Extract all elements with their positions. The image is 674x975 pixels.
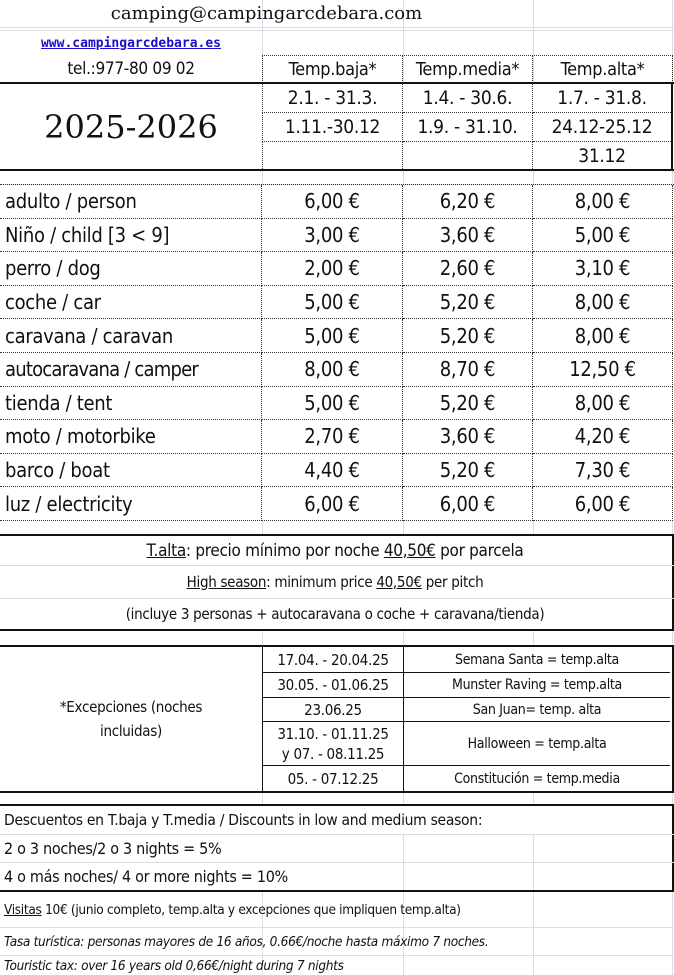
- price-alta: 8,00 €: [533, 185, 673, 219]
- price-item-label: Niño / child [3 < 9]: [0, 219, 262, 253]
- exception-event: San Juan= temp. alta: [404, 698, 670, 722]
- price-row: [0, 286, 674, 320]
- price-baja: 3,00 €: [262, 219, 403, 253]
- price-baja: 5,00 €: [262, 286, 403, 320]
- price-alta: 6,00 €: [533, 487, 673, 521]
- price-row: [0, 487, 674, 521]
- exception-event: Semana Santa = temp.alta: [404, 647, 670, 673]
- price-item-label: barco / boat: [0, 454, 262, 488]
- price-row: [0, 252, 674, 286]
- discounts-box: [0, 804, 674, 892]
- season-name-media: Temp.media*: [403, 56, 533, 83]
- price-alta: 4,20 €: [533, 420, 673, 454]
- price-item-label: autocaravana / camper: [0, 353, 262, 387]
- minimum-en-price: 40,50€: [376, 573, 422, 591]
- baja-dates-2: 1.11.-30.12: [262, 113, 403, 142]
- exception-event: Constitución = temp.media: [404, 766, 670, 791]
- price-item-label: perro / dog: [0, 252, 262, 286]
- price-baja: 6,00 €: [262, 487, 403, 521]
- price-item-label: moto / motorbike: [0, 420, 262, 454]
- visits-label: Visitas: [4, 902, 42, 918]
- price-media: 8,70 €: [403, 353, 533, 387]
- phone-text: tel.:977-80 09 02: [67, 59, 195, 79]
- exception-dates: 23.06.25: [263, 698, 403, 722]
- website-cell: [0, 31, 262, 55]
- minimum-es-label: T.alta: [146, 540, 186, 561]
- price-media: 5,20 €: [403, 454, 533, 488]
- media-dates-3: [403, 142, 533, 169]
- price-row: [0, 219, 674, 253]
- baja-dates-1: 2.1. - 31.3.: [262, 84, 403, 113]
- exceptions-title-line1: *Excepciones (noches: [59, 698, 203, 716]
- minimum-es-text2: por parcela: [435, 540, 524, 561]
- media-dates-1: 1.4. - 30.6.: [403, 84, 533, 113]
- minimum-price-box: [0, 534, 674, 631]
- price-item-label: tienda / tent: [0, 387, 262, 421]
- exception-event: Halloween = temp.alta: [404, 722, 670, 766]
- minimum-includes: (incluye 3 personas + autocaravana o coche + caravana/tienda): [125, 605, 545, 623]
- price-row: [0, 185, 674, 219]
- price-media: 3,60 €: [403, 420, 533, 454]
- price-baja: 2,70 €: [262, 420, 403, 454]
- price-media: 5,20 €: [403, 286, 533, 320]
- exception-dates: 05. - 07.12.25: [263, 766, 403, 791]
- tax-en: Touristic tax: over 16 years old 0,66€/night during 7 nights: [4, 957, 344, 974]
- price-baja: 4,40 €: [262, 454, 403, 488]
- price-baja: 6,00 €: [262, 185, 403, 219]
- exception-dates: [263, 722, 403, 766]
- season-name-baja: Temp.baja*: [263, 56, 403, 83]
- media-dates-2: 1.9. - 31.10.: [403, 113, 533, 142]
- minimum-en-text1: : minimum price: [266, 573, 377, 591]
- alta-dates-2: 24.12-25.12: [533, 113, 671, 142]
- price-alta: 8,00 €: [533, 387, 673, 421]
- minimum-en-label: High season: [186, 573, 267, 591]
- email-text: camping@campingarcdebara.com: [110, 3, 423, 24]
- baja-dates-3: [262, 142, 403, 169]
- price-row: [0, 454, 674, 488]
- minimum-es-price: 40,50€: [383, 540, 436, 561]
- price-baja: 5,00 €: [262, 387, 403, 421]
- price-media: 3,60 €: [403, 219, 533, 253]
- season-name-alta: Temp.alta*: [560, 59, 645, 80]
- price-alta: 8,00 €: [533, 319, 673, 353]
- minimum-price-en: [0, 566, 670, 598]
- minimum-price-es: [0, 536, 670, 565]
- price-media: 6,00 €: [403, 487, 533, 521]
- price-alta: 5,00 €: [533, 219, 673, 253]
- price-item-label: coche / car: [0, 286, 262, 320]
- price-item-label: luz / electricity: [0, 487, 262, 521]
- price-table: [0, 184, 674, 520]
- price-alta: 8,00 €: [533, 286, 673, 320]
- discount-item: 2 o 3 noches/2 o 3 nights = 5%: [4, 839, 222, 858]
- discounts-title: Descuentos en T.baja y T.media / Discounts in low and medium season:: [4, 811, 483, 829]
- visits-note: [0, 893, 674, 927]
- exception-event: Munster Raving = temp.alta: [404, 673, 670, 698]
- price-row: [0, 387, 674, 421]
- price-media: 5,20 €: [403, 319, 533, 353]
- price-item-label: caravana / caravan: [0, 319, 262, 353]
- tax-es: Tasa turística: personas mayores de 16 años, 0.66€/noche hasta máximo 7 noches.: [4, 933, 489, 950]
- price-baja: 8,00 €: [262, 353, 403, 387]
- price-baja: 5,00 €: [262, 319, 403, 353]
- alta-dates-1: 1.7. - 31.8.: [533, 84, 671, 113]
- exception-dates-line1: 31.10. - 01.11.25: [277, 724, 389, 743]
- price-alta: 3,10 €: [533, 252, 673, 286]
- exception-dates: 17.04. - 20.04.25: [263, 647, 403, 673]
- discount-item: 4 o más noches/ 4 or more nights = 10%: [4, 867, 288, 886]
- season-year: 2025-2026: [44, 107, 218, 146]
- price-row: [0, 353, 674, 387]
- exceptions-title: [0, 647, 262, 791]
- price-alta: 7,30 €: [533, 454, 673, 488]
- price-media: 6,20 €: [403, 185, 533, 219]
- website-link[interactable]: www.campingarcdebara.es: [40, 35, 221, 51]
- exception-dates-line2: y 07. - 08.11.25: [281, 744, 385, 763]
- minimum-en-text2: per pitch: [421, 573, 484, 591]
- price-row: [0, 420, 674, 454]
- exceptions-title-line2: incluidas): [100, 722, 162, 740]
- price-item-label: adulto / person: [0, 185, 262, 219]
- divider: [671, 82, 673, 171]
- price-media: 5,20 €: [403, 387, 533, 421]
- price-baja: 2,00 €: [262, 252, 403, 286]
- minimum-es-text1: : precio mínimo por noche: [185, 540, 384, 561]
- price-alta: 12,50 €: [533, 353, 673, 387]
- exception-dates: 30.05. - 01.06.25: [263, 673, 403, 698]
- exceptions-box: [0, 645, 674, 793]
- visits-text: 10€ (junio completo, temp.alta y excepciones que impliquen temp.alta): [41, 902, 461, 918]
- price-row: [0, 319, 674, 353]
- divider: [0, 169, 674, 171]
- alta-dates-3: 31.12: [533, 142, 671, 169]
- price-media: 2,60 €: [403, 252, 533, 286]
